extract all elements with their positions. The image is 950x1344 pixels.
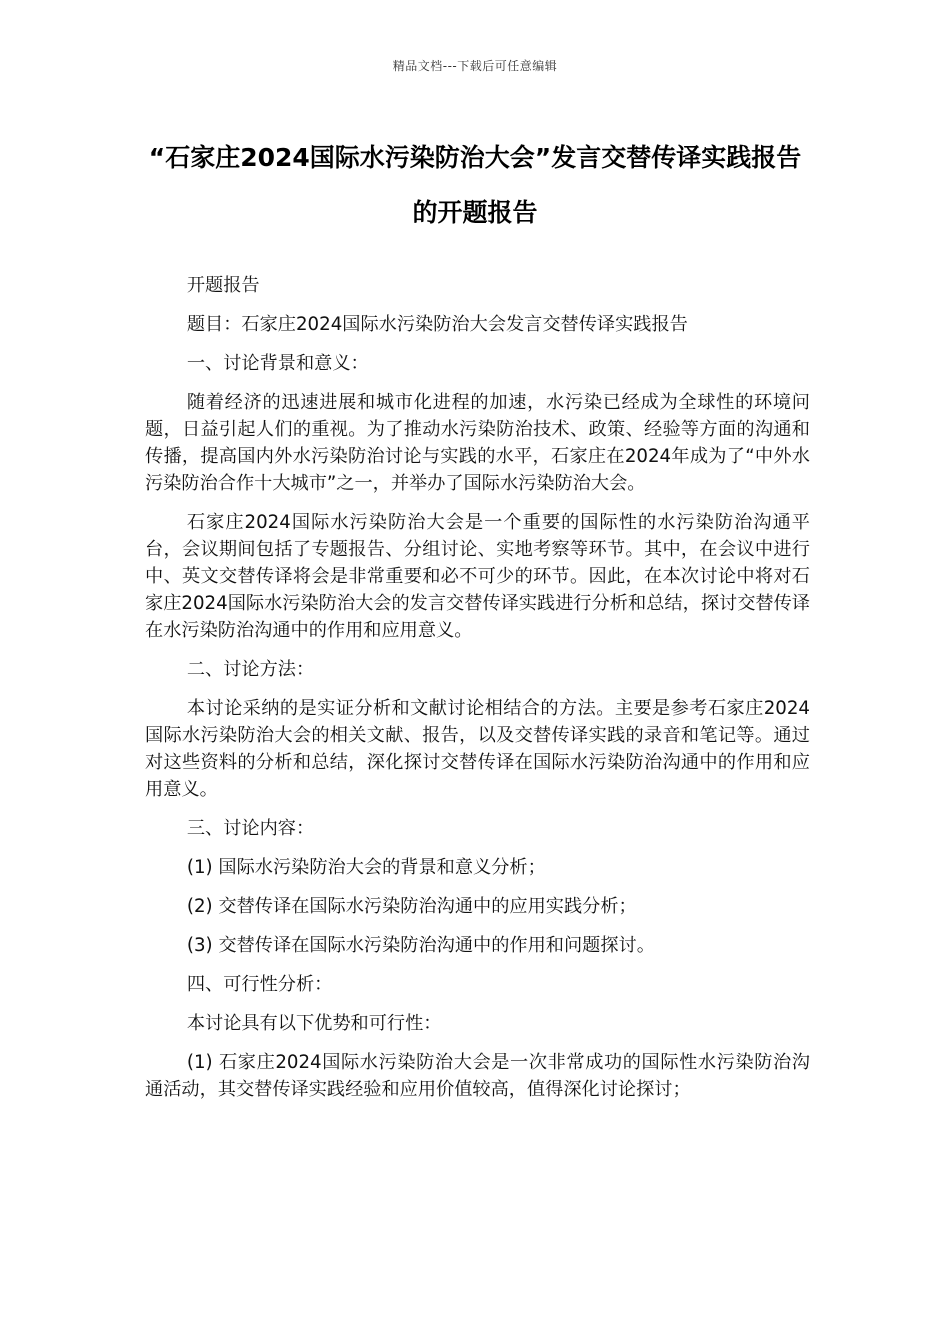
section-heading-method: 二、讨论方法： <box>186 659 315 680</box>
document-title: “石家庄2024国际水污染防治大会”发言交替传译实践报告的开题报告 <box>148 143 802 227</box>
list-item-content-1: (1) 国际水污染防治大会的背景和意义分析； <box>186 857 546 878</box>
paragraph-feasibility-intro: 本讨论具有以下优势和可行性： <box>186 1013 442 1034</box>
paragraph-topic: 题目：石家庄2024国际水污染防治大会发言交替传译实践报告 <box>186 314 688 335</box>
paragraph-method: 本讨论采纳的是实证分析和文献讨论相结合的方法。主要是参考石家庄2024国际水污染防治大会的相关文献、报告，以及交替传译实践的录音和笔记等。通过对这些资料的分析和总结，深化探讨交替传译在国际水污染防治沟通中的作用和应用意义。 <box>145 698 810 800</box>
paragraph-background-1: 随着经济的迅速进展和城市化进程的加速，水污染已经成为全球性的环境问题，日益引起人们的重视。为了推动水污染防治技术、政策、经验等方面的沟通和传播，提高国内外水污染防治讨论与实践的水平，石家庄在2024年成为了“中外水污染防治合作十大城市”之一，并举办了国际水污染防治大会。 <box>145 392 810 494</box>
list-item-content-3: (3) 交替传译在国际水污染防治沟通中的作用和问题探讨。 <box>186 935 655 956</box>
section-heading-feasibility: 四、可行性分析： <box>186 974 333 995</box>
section-heading-background: 一、讨论背景和意义： <box>186 353 369 374</box>
section-heading-content: 三、讨论内容： <box>186 818 315 839</box>
paragraph-background-2: 石家庄2024国际水污染防治大会是一个重要的国际性的水污染防治沟通平台，会议期间包括了专题报告、分组讨论、实地考察等环节。其中，在会议中进行中、英文交替传译将会是非常重要和必不可少的环节。因此，在本次讨论中将对石家庄2024国际水污染防治大会的发言交替传译实践进行分析和总结，探讨交替传译在水污染防治沟通中的作用和应用意义。 <box>145 512 810 641</box>
page-header: 精品文档---下载后可任意编辑 <box>392 59 558 73</box>
list-item-content-2: (2) 交替传译在国际水污染防治沟通中的应用实践分析； <box>186 896 637 917</box>
paragraph-report-label: 开题报告 <box>186 275 260 296</box>
document-body <box>145 272 810 1115</box>
list-item-feasibility-1: (1) 石家庄2024国际水污染防治大会是一次非常成功的国际性水污染防治沟通活动，其交替传译实践经验和应用价值较高，值得深化讨论探讨； <box>145 1052 810 1100</box>
